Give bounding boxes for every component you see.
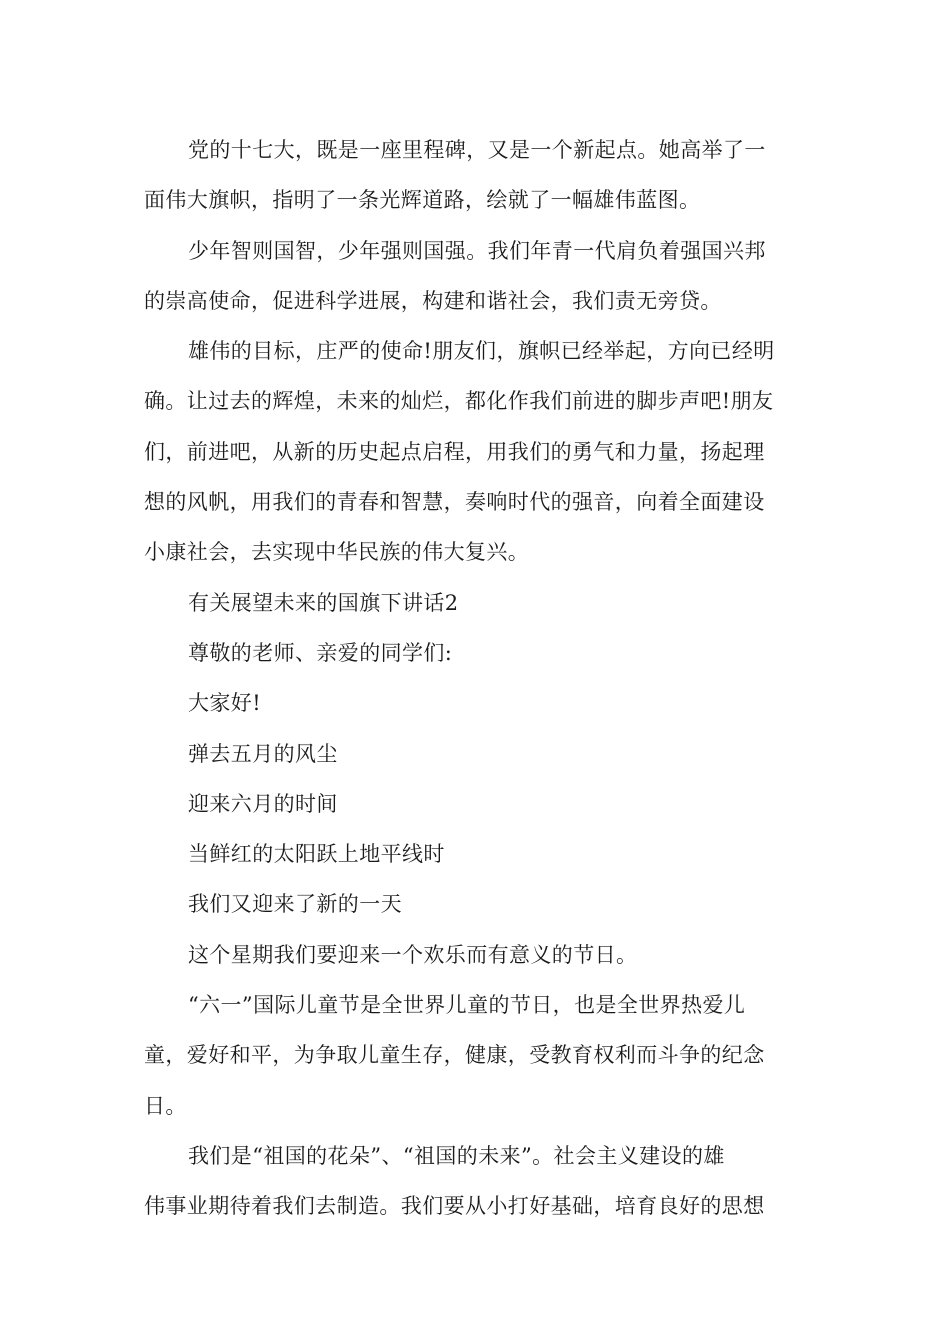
paragraph-flowers <box>144 1131 810 1232</box>
text-line: 面伟大旗帜，指明了一条光辉道路，绘就了一幅雄伟蓝图。 <box>144 188 701 213</box>
text-line: 弹去五月的风尘 <box>188 741 338 766</box>
text-line: “六一”国际儿童节是全世界儿童的节日，也是全世界热爱儿 <box>188 993 746 1018</box>
verse-line-1 <box>144 729 810 779</box>
text-line: 我们又迎来了新的一天 <box>188 892 402 917</box>
paragraph-1 <box>144 125 810 226</box>
text-line: 党的十七大，既是一座里程碑，又是一个新起点。她高举了一 <box>188 138 766 162</box>
text-line: 们，前进吧，从新的历史起点启程，用我们的勇气和力量，扬起理 <box>144 439 765 464</box>
text-line: 确。让过去的辉煌，未来的灿烂，都化作我们前进的脚步声吧!朋友 <box>144 389 774 414</box>
paragraph-3 <box>144 326 810 577</box>
verse-line-3 <box>144 829 810 879</box>
paragraph-childrens-day <box>144 980 810 1131</box>
text-line: 童，爱好和平，为争取儿童生存，健康，受教育权利而斗争的纪念 <box>144 1043 765 1068</box>
section-heading <box>144 578 810 628</box>
verse-line-4 <box>144 879 810 929</box>
greeting <box>144 678 810 728</box>
text-line: 想的风帆，用我们的青春和智慧，奏响时代的强音，向着全面建设 <box>144 490 765 515</box>
text-line: 大家好! <box>188 691 262 716</box>
text-line: 雄伟的目标，庄严的使命!朋友们，旗帜已经举起，方向已经明 <box>188 339 775 364</box>
text-line: 日。 <box>144 1093 187 1118</box>
text-line: 这个星期我们要迎来一个欢乐而有意义的节日。 <box>188 942 638 967</box>
paragraph-holiday <box>144 930 810 980</box>
document-body <box>144 125 810 1232</box>
paragraph-2 <box>144 226 810 327</box>
text-line: 伟事业期待着我们去制造。我们要从小打好基础，培育良好的思想 <box>144 1194 765 1219</box>
salutation <box>144 628 810 678</box>
heading-text: 有关展望未来的国旗下讲话2 <box>188 590 459 615</box>
text-line: 小康社会，去实现中华民族的伟大复兴。 <box>144 540 530 565</box>
text-line: 少年智则国智，少年强则国强。我们年青一代肩负着强国兴邦 <box>188 238 766 263</box>
text-line: 迎来六月的时间 <box>188 791 338 816</box>
text-line: 的崇高使命，促进科学进展，构建和谐社会，我们责无旁贷。 <box>144 288 722 313</box>
text-line: 当鲜红的太阳跃上地平线时 <box>188 842 445 867</box>
verse-line-2 <box>144 779 810 829</box>
text-line: 我们是“祖国的花朵”、“祖国的未来”。社会主义建设的雄 <box>188 1143 725 1168</box>
text-line: 尊敬的老师、亲爱的同学们: <box>188 640 453 665</box>
